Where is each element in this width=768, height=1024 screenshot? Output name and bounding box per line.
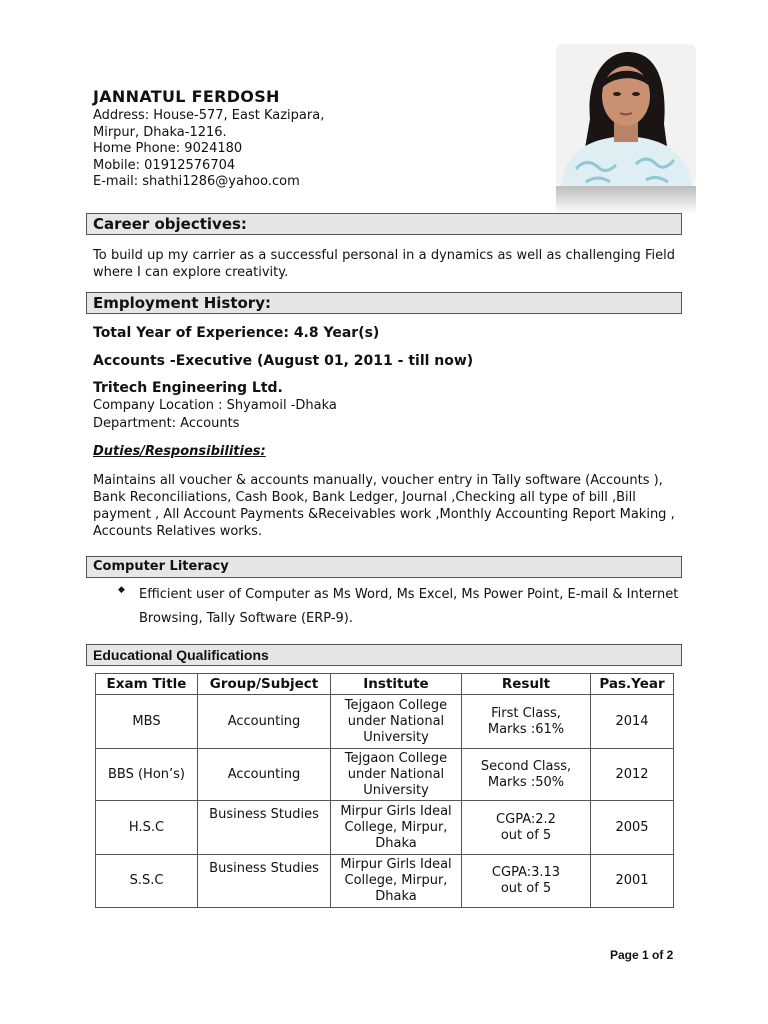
- profile-photo: [556, 44, 696, 214]
- page-number: Page 1 of 2: [610, 948, 674, 962]
- institute-cell: Mirpur Girls Ideal College, Mirpur, Dhaka: [331, 801, 462, 855]
- duties-heading: Duties/Responsibilities:: [93, 444, 266, 459]
- table-row: [96, 695, 674, 749]
- year-cell: 2001: [591, 855, 674, 908]
- subject-cell: Business Studies: [198, 801, 331, 855]
- col-header-exam: Exam Title: [96, 674, 198, 695]
- applicant-name: JANNATUL FERDOSH: [93, 87, 280, 106]
- exam-cell: H.S.C: [96, 801, 198, 855]
- exam-cell: BBS (Hon’s): [96, 749, 198, 801]
- table-row: [96, 749, 674, 801]
- result-cell: CGPA:3.13 out of 5: [462, 855, 591, 908]
- result-cell: CGPA:2.2 out of 5: [462, 801, 591, 855]
- home-phone: Home Phone: 9024180: [93, 141, 243, 156]
- col-header-result: Result: [462, 674, 591, 695]
- department: Department: Accounts: [93, 416, 240, 431]
- employment-history-heading: Employment History:: [93, 294, 271, 312]
- subject-cell: Business Studies: [198, 855, 331, 908]
- computer-literacy-heading-bar: [86, 556, 682, 578]
- contact-block: [93, 108, 324, 191]
- education-table-header: [96, 674, 674, 695]
- exam-cell: MBS: [96, 695, 198, 749]
- education-heading-bar: [86, 644, 682, 666]
- total-experience: Total Year of Experience: 4.8 Year(s): [93, 325, 380, 341]
- mobile-number: Mobile: 01912576704: [93, 157, 236, 173]
- career-objectives-text: To build up my carrier as a successful personal in a dynamics as well as challenging Field where I can explore creativity.: [93, 248, 675, 280]
- exam-cell: S.S.C: [96, 855, 198, 908]
- computer-literacy-text: Efficient user of Computer as Ms Word, Ms Excel, Ms Power Point, E-mail & Internet Browsing, Tally Software (ERP-9).: [139, 587, 679, 626]
- diamond-bullet-icon: ◆: [118, 585, 125, 595]
- duties-text: Maintains all voucher & accounts manually, voucher entry in Tally software (Accounts ), Bank Reconciliations, Cash Book, Bank Ledger, Journal ,Checking all type of bill ,Bill payment , All Account Payments &Receivables work ,Monthly Accounting Report Making , Accounts Relatives works.: [93, 473, 675, 539]
- col-header-year: Pas.Year: [591, 674, 674, 695]
- year-cell: 2014: [591, 695, 674, 749]
- company-name: Tritech Engineering Ltd.: [93, 380, 283, 396]
- address-line-2: Mirpur, Dhaka-1216.: [93, 124, 227, 140]
- career-objectives-heading-bar: [86, 213, 682, 235]
- computer-literacy-heading: Computer Literacy: [93, 559, 229, 574]
- col-header-subject: Group/Subject: [198, 674, 331, 695]
- year-cell: 2012: [591, 749, 674, 801]
- table-row: [96, 855, 674, 908]
- institute-cell: Mirpur Girls Ideal College, Mirpur, Dhaka: [331, 855, 462, 908]
- col-header-institute: Institute: [331, 674, 462, 695]
- education-table: [95, 673, 674, 908]
- institute-cell: Tejgaon College under National University: [331, 749, 462, 801]
- table-row: [96, 801, 674, 855]
- result-cell: Second Class, Marks :50%: [462, 749, 591, 801]
- year-cell: 2005: [591, 801, 674, 855]
- subject-cell: Accounting: [198, 749, 331, 801]
- job-position: Accounts -Executive (August 01, 2011 - till now): [93, 353, 474, 369]
- institute-cell: Tejgaon College under National University: [331, 695, 462, 749]
- subject-cell: Accounting: [198, 695, 331, 749]
- address-line-1: Address: House-577, East Kazipara,: [93, 108, 325, 123]
- email-address: E-mail: shathi1286@yahoo.com: [93, 174, 300, 189]
- education-heading: Educational Qualifications: [93, 647, 269, 663]
- career-objectives-heading: Career objectives:: [93, 215, 247, 233]
- company-location: Company Location : Shyamoil -Dhaka: [93, 398, 337, 413]
- result-cell: First Class, Marks :61%: [462, 695, 591, 749]
- employment-history-heading-bar: [86, 292, 682, 314]
